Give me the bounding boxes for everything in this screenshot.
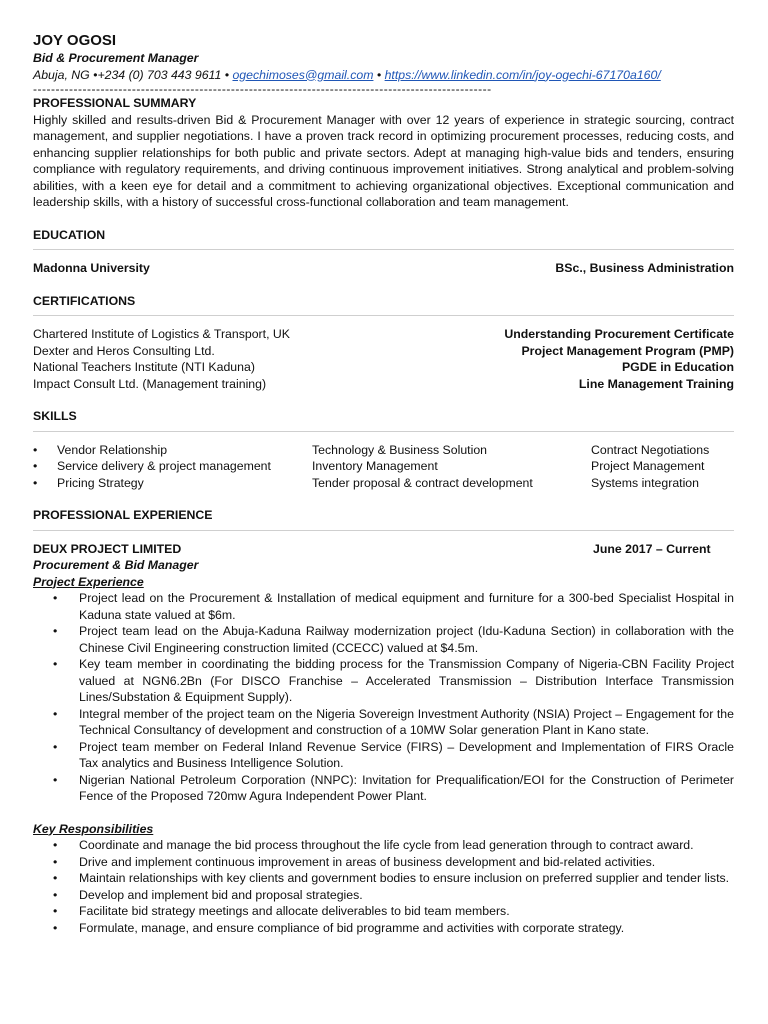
- cert-row: [33, 343, 734, 360]
- school-name: Madonna University: [33, 261, 150, 275]
- location-phone: Abuja, NG •+234 (0) 703 443 9611 •: [33, 67, 233, 82]
- skill-item: Tender proposal & contract development: [312, 475, 533, 490]
- education-section: [33, 227, 734, 277]
- cert-name: Project Management Program (PMP): [521, 343, 734, 358]
- skills-grid: [33, 442, 734, 492]
- list-item: • Formulate, manage, and ensure compliance of bid programme and activities with corporate strategy.: [33, 920, 734, 937]
- cert-org: Dexter and Heros Consulting Ltd.: [33, 343, 215, 358]
- skills-title: SKILLS: [33, 409, 77, 423]
- skill-item: Technology & Business Solution: [312, 442, 487, 457]
- list-item: • Key team member in coordinating the bidding process for the Transmission Company of Nigeria-CBN Facility Project valued at NGN6.2Bn (For DISCO Franchise – Accelerated Transmission – Distribution Interface Transmission Lines/Substation & Equipment Supply).: [33, 656, 734, 706]
- skill-item: Vendor Relationship: [57, 442, 168, 457]
- list-item: • Coordinate and manage the bid process throughout the life cycle from lead generation through to contract award.: [33, 837, 734, 854]
- email-link[interactable]: ogechimoses@gmail.com: [232, 67, 374, 82]
- skill-item: Contract Negotiations: [591, 442, 710, 457]
- list-item: • Integral member of the project team on the Nigeria Sovereign Investment Authority (NSIA) Project – Engagement for the Technical Consultancy of development and construction of a 10MW Solar generation Plant in Kano state.: [33, 706, 734, 739]
- contact-line: [33, 67, 734, 84]
- skill-item: Inventory Management: [312, 459, 438, 473]
- certifications-section: [33, 293, 734, 393]
- list-item: • Facilitate bid strategy meetings and allocate deliverables to bid team members.: [33, 903, 734, 920]
- bullet-icon: •: [33, 459, 38, 473]
- education-row: [33, 260, 734, 277]
- skill-item: Project Management: [591, 459, 705, 473]
- cert-name: Understanding Procurement Certificate: [504, 327, 734, 341]
- experience-title: PROFESSIONAL EXPERIENCE: [33, 508, 213, 522]
- project-experience-heading: Project Experience: [33, 574, 144, 589]
- section-divider: [33, 530, 734, 531]
- linkedin-link[interactable]: https://www.linkedin.com/in/joy-ogechi-67170a160/: [384, 67, 661, 82]
- cert-org: National Teachers Institute (NTI Kaduna): [33, 360, 255, 374]
- section-divider: [33, 249, 734, 250]
- cert-name: Line Management Training: [578, 376, 734, 391]
- job-title: Procurement & Bid Manager: [33, 558, 199, 572]
- cert-row: [33, 359, 734, 376]
- certifications-title: CERTIFICATIONS: [33, 293, 136, 308]
- section-divider: [33, 315, 734, 316]
- education-title: EDUCATION: [33, 227, 106, 242]
- summary-text: Highly skilled and results-driven Bid & Procurement Manager with over 12 years of experience in strategic sourcing, contract management, and supplier negotiations. I have a proven track record in optimizing procurement processes, reducing costs, and enhancing supplier relationships for both public and private sectors. Adept at managing high-value bids and tenders, ensuring compliance with regulatory requirements, and driving continuous improvement initiatives. Strong analytical and problem-solving abilities, with a keen eye for detail and a commitment to achieving organizational objectives. Exceptional communication and leadership skills, with a history of successful cross-functional collaboration and team management.: [33, 112, 734, 209]
- job-header: [33, 541, 734, 558]
- summary-title: PROFESSIONAL SUMMARY: [33, 96, 197, 110]
- list-item: • Maintain relationships with key clients and government bodies to ensure inclusion on preferred supplier and tender lists.: [33, 870, 734, 887]
- cert-org: Impact Consult Ltd. (Management training): [33, 376, 267, 391]
- skill-item: Pricing Strategy: [57, 475, 144, 490]
- list-item: • Project team member on Federal Inland Revenue Service (FIRS) – Development and Implementation of FIRS Oracle Tax analytics and Business Intelligence Solution.: [33, 739, 734, 772]
- experience-section: [33, 507, 734, 936]
- cert-row: [33, 326, 734, 343]
- cert-name: PGDE in Education: [621, 360, 734, 374]
- skill-item: Service delivery & project management: [57, 459, 271, 473]
- list-item: • Develop and implement bid and proposal strategies.: [33, 887, 734, 904]
- list-item: • Project lead on the Procurement & Installation of medical equipment and furniture for a 300-bed Specialist Hospital in Kaduna state valued at $6m.: [33, 590, 734, 623]
- list-item: • Drive and implement continuous improvement in areas of business development and bid-related activities.: [33, 854, 734, 871]
- job-dates: June 2017 – Current: [593, 541, 711, 556]
- list-item: • Nigerian National Petroleum Corporation (NNPC): Invitation for Prequalification/EOI for the Construction of Perimeter Fence of the Proposed 720mw Agura Independent Power Plant.: [33, 772, 734, 805]
- cert-org: Chartered Institute of Logistics & Transport, UK: [33, 327, 290, 341]
- list-item: • Project team lead on the Abuja-Kaduna Railway modernization project (Idu-Kaduna Section) in collaboration with the Chinese Civil Engineering construction limited (CCECC) valued at $4.5m.: [33, 623, 734, 656]
- section-divider: [33, 431, 734, 432]
- bullet-icon: •: [33, 475, 38, 490]
- project-list: [33, 590, 734, 805]
- degree: BSc., Business Administration: [555, 261, 734, 275]
- cert-row: [33, 376, 734, 393]
- contact-separator: •: [373, 67, 385, 82]
- candidate-role: Bid & Procurement Manager: [33, 51, 199, 65]
- bullet-icon: •: [33, 442, 38, 457]
- key-responsibilities-heading: Key Responsibilities: [33, 821, 154, 836]
- responsibility-list: [33, 837, 734, 936]
- skills-section: [33, 408, 734, 491]
- candidate-name: JOY OGOSI: [33, 32, 117, 49]
- summary-section: [33, 95, 734, 211]
- company-name: DEUX PROJECT LIMITED: [33, 541, 182, 556]
- dash-divider: ------------------------------------------------------------------------------------------------------: [33, 83, 492, 95]
- skill-item: Systems integration: [591, 475, 699, 490]
